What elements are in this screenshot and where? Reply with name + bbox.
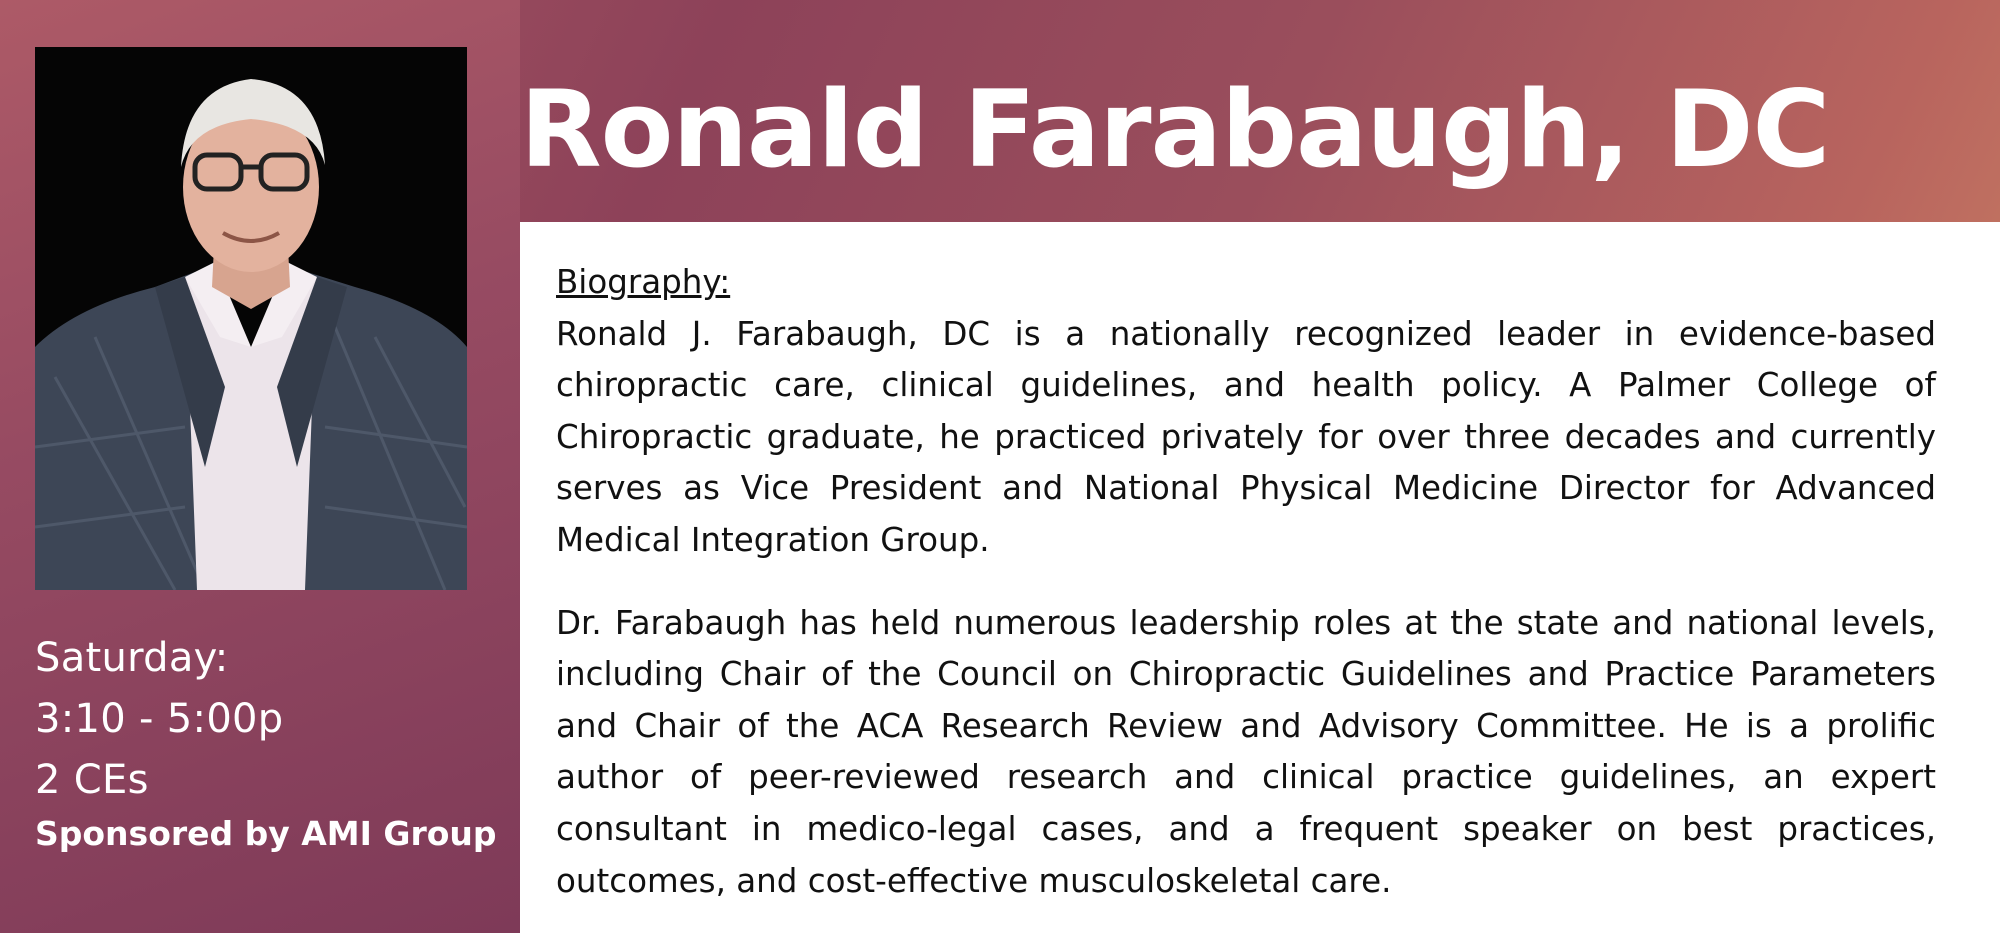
session-sponsor: Sponsored by AMI Group	[35, 814, 497, 853]
session-day: Saturday:	[35, 635, 229, 681]
biography-heading: Biography:	[556, 263, 731, 301]
session-details	[35, 628, 505, 859]
biography-paragraph: Dr. Farabaugh has held numerous leadership roles at the state and national levels, including Chair of the Council on Chiropractic Guidelines and Practice Parameters and Chair of the ACA Research Review and Advisory Committee. He is a prolific author of peer-reviewed research and clinical practice guidelines, an expert consultant in medico-legal cases, and a frequent speaker on best practices, outcomes, and cost-effective musculoskeletal care.	[556, 603, 1936, 900]
biography-paragraph: Ronald J. Farabaugh, DC is a nationally recognized leader in evidence-based chiropractic care, clinical guidelines, and health policy. A Palmer College of Chiropractic graduate, he practiced privately for over three decades and currently serves as Vice President and National Physical Medicine Director for Advanced Medical Integration Group.	[556, 314, 1936, 559]
biography-panel	[520, 222, 2000, 933]
session-time: 3:10 - 5:00p	[35, 696, 284, 742]
speaker-photo	[35, 47, 467, 590]
speaker-portrait-illustration	[35, 47, 467, 590]
speaker-name-title: Ronald Farabaugh, DC	[520, 68, 1830, 191]
biography-content	[556, 257, 1936, 907]
session-credits: 2 CEs	[35, 757, 149, 803]
